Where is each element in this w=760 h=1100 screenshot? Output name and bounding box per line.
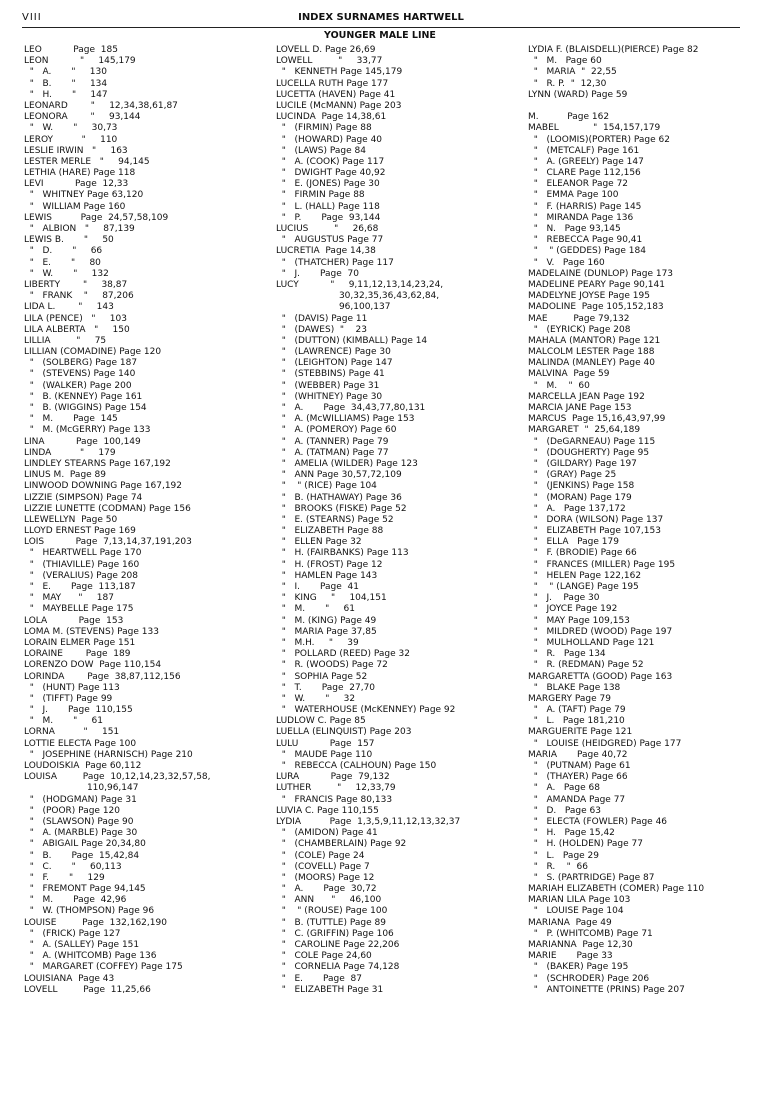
index-entry: LINDA " 179 xyxy=(24,447,116,458)
index-entry: " D. " 66 xyxy=(24,246,103,257)
index-entry: " H. Page 15,42 xyxy=(528,828,615,839)
index-entry: LEONORA " 93,144 xyxy=(24,112,141,123)
index-entry: " A. (POMEROY) Page 60 xyxy=(276,425,397,436)
index-entry: " W. " 32 xyxy=(276,693,356,704)
index-entry: " " (GEDDES) Page 184 xyxy=(528,246,646,257)
index-entry: " BROOKS (FISKE) Page 52 xyxy=(276,503,407,514)
index-entry: " MARGARET (COFFEY) Page 175 xyxy=(24,962,183,973)
index-entry: MARIANNA Page 12,30 xyxy=(528,940,633,950)
index-entry: " ELIZABETH Page 88 xyxy=(276,526,384,537)
index-entry: " A. (WHITCOMB) Page 136 xyxy=(24,951,157,962)
index-entry: LILLIA " 75 xyxy=(24,335,107,346)
index-entry: LIZZIE (SIMPSON) Page 74 xyxy=(24,492,143,503)
index-entry: LUCRETIA Page 14,38 xyxy=(276,246,376,257)
index-entry: " (DAWES) " 23 xyxy=(276,324,367,335)
index-entry: LUVIA C. Page 110,155 xyxy=(276,805,379,816)
index-entry: " HEARTWELL Page 170 xyxy=(24,548,142,559)
index-entry: " (THIAVILLE) Page 160 xyxy=(24,559,140,570)
index-entry: " M. " 61 xyxy=(276,604,355,615)
index-entry: " WATERHOUSE (McKENNEY) Page 92 xyxy=(276,705,456,716)
index-entry: LORENZO DOW Page 110,154 xyxy=(24,660,162,671)
index-entry: " B. Page 15,42,84 xyxy=(24,850,140,861)
index-column-3 xyxy=(528,45,754,996)
index-entry: " P. (WHITCOMB) Page 71 xyxy=(528,928,653,939)
index-entry: LOUISA Page 10,12,14,23,32,57,58, xyxy=(24,772,211,783)
index-entry: MARIE Page 33 xyxy=(528,951,613,962)
page-subtitle: YOUNGER MALE LINE xyxy=(324,30,436,41)
index-entry: " (DeGARNEAU) Page 115 xyxy=(528,436,656,447)
index-entry: MARIAN LILA Page 103 xyxy=(528,895,631,906)
index-entry: " LOUISE Page 104 xyxy=(528,906,624,917)
index-entry: " M. " 60 xyxy=(528,380,590,391)
index-entry: " F. " 129 xyxy=(24,872,105,883)
index-entry: " A. Page 68 xyxy=(528,783,600,794)
index-entry: M. Page 162 xyxy=(528,112,610,123)
index-entry: " (MORAN) Page 179 xyxy=(528,492,632,503)
index-entry: MALVINA Page 59 xyxy=(528,369,610,380)
index-entry: " (THATCHER) Page 117 xyxy=(276,257,394,268)
index-entry: " " (ROUSE) Page 100 xyxy=(276,906,388,917)
index-entry: " L. Page 29 xyxy=(528,850,600,861)
index-entry: " (GILDARY) Page 197 xyxy=(528,458,637,469)
index-entry: " N. Page 93,145 xyxy=(528,224,621,234)
index-entry: " ABIGAIL Page 20,34,80 xyxy=(24,839,146,850)
index-entry: " CLARE Page 112,156 xyxy=(528,168,641,179)
index-entry: " (BAKER) Page 195 xyxy=(528,962,629,973)
index-entry: " M. Page 42,96 xyxy=(24,895,127,906)
header-rule xyxy=(22,27,740,28)
index-entry: " (LOOMIS)(PORTER) Page 62 xyxy=(528,134,670,145)
index-entry: " MILDRED (WOOD) Page 197 xyxy=(528,626,673,637)
index-entry: " REBECCA (CALHOUN) Page 150 xyxy=(276,761,437,771)
index-entry: " (GRAY) Page 25 xyxy=(528,470,617,481)
index-entry: " POLLARD (REED) Page 32 xyxy=(276,649,410,660)
index-entry: LINUS M. Page 89 xyxy=(24,470,107,481)
index-entry: LESTER MERLE " 94,145 xyxy=(24,156,150,167)
index-entry: " JOSEPHINE (HARNISCH) Page 210 xyxy=(24,749,193,760)
index-entry: " MULHOLLAND Page 121 xyxy=(528,637,655,648)
index-entry: " A. (TANNER) Page 79 xyxy=(276,436,389,447)
index-entry: " (HODGMAN) Page 31 xyxy=(24,794,137,805)
index-entry: LEON " 145,179 xyxy=(24,56,136,67)
index-entry: " MIRANDA Page 136 xyxy=(528,212,634,223)
index-entry: " E. (JONES) Page 30 xyxy=(276,179,380,190)
index-entry: " E. " 80 xyxy=(24,257,101,268)
index-entry: " (POOR) Page 120 xyxy=(24,805,121,816)
index-entry: LOIS Page 7,13,14,37,191,203 xyxy=(24,537,192,548)
index-entry: LYNN (WARD) Page 59 xyxy=(528,89,628,100)
index-entry: " R. Page 134 xyxy=(528,649,606,660)
index-entry: LYDIA Page 1,3,5,9,11,12,13,32,37 xyxy=(276,816,461,827)
index-entry: " ELECTA (FOWLER) Page 46 xyxy=(528,816,668,827)
index-entry: " (METCALF) Page 161 xyxy=(528,145,640,156)
index-entry: " (SCHRODER) Page 206 xyxy=(528,973,650,984)
index-entry: LOTTIE ELECTA Page 100 xyxy=(24,738,137,749)
index-entry: " L. (HALL) Page 118 xyxy=(276,201,380,212)
index-entry: " (DAVIS) Page 11 xyxy=(276,313,368,324)
index-entry: MARIAH ELIZABETH (COMER) Page 110 xyxy=(528,884,705,895)
index-entry: " J. Page 30 xyxy=(528,593,600,604)
index-entry: " FREMONT Page 94,145 xyxy=(24,884,146,895)
index-entry: LORAIN ELMER Page 151 xyxy=(24,637,136,648)
index-entry: " M. " 61 xyxy=(24,716,103,727)
index-entry: " (STEVENS) Page 140 xyxy=(24,369,136,380)
index-entry: " ALBION " 87,139 xyxy=(24,224,135,234)
index-entry: MAHALA (MANTOR) Page 121 xyxy=(528,335,661,346)
index-entry: " A. (TATMAN) Page 77 xyxy=(276,447,389,458)
index-entry: " (FIRMIN) Page 88 xyxy=(276,123,372,134)
index-entry xyxy=(528,101,754,112)
index-entry: LUCY " 9,11,12,13,14,23,24, xyxy=(276,279,444,290)
index-entry: " (HUNT) Page 113 xyxy=(24,682,120,693)
index-entry: LINDLEY STEARNS Page 167,192 xyxy=(24,458,171,469)
index-entry: LEWIS B. " 50 xyxy=(24,235,114,246)
index-entry: " R. P. " 12,30 xyxy=(528,78,607,89)
index-entry: LEONARD " 12,34,38,61,87 xyxy=(24,100,178,111)
index-entry: " C. " 60,113 xyxy=(24,861,122,872)
index-entry: " ELIZABETH Page 107,153 xyxy=(528,526,661,537)
index-entry: LINA Page 100,149 xyxy=(24,436,141,447)
index-entry: LYDIA F. (BLAISDELL)(PIERCE) Page 82 xyxy=(528,45,699,55)
index-entry: " (VERALIUS) Page 208 xyxy=(24,570,139,581)
index-entry: LUCIUS " 26,68 xyxy=(276,224,379,234)
index-entry: " S. (PARTRIDGE) Page 87 xyxy=(528,872,655,883)
index-entry: " J. Page 110,155 xyxy=(24,705,133,716)
index-entry: " T. Page 27,70 xyxy=(276,682,376,693)
index-entry: " EMMA Page 100 xyxy=(528,190,619,201)
index-entry: LULU Page 157 xyxy=(276,738,375,749)
index-entry: " M. Page 145 xyxy=(24,414,118,425)
index-entry: " J. Page 70 xyxy=(276,268,359,279)
index-entry: LILA (PENCE) " 103 xyxy=(24,313,127,324)
index-entry: " " (RICE) Page 104 xyxy=(276,481,377,492)
index-entry: " KING " 104,151 xyxy=(276,593,387,604)
index-entry: " MAUDE Page 110 xyxy=(276,749,373,760)
index-entry: LOMA M. (STEVENS) Page 133 xyxy=(24,626,159,637)
index-entry: LIZZIE LUNETTE (CODMAN) Page 156 xyxy=(24,503,191,514)
index-entry: " DORA (WILSON) Page 137 xyxy=(528,514,664,525)
index-entry: LEO Page 185 xyxy=(24,45,118,55)
index-entry: " BLAKE Page 138 xyxy=(528,682,621,693)
index-entry: LEWIS Page 24,57,58,109 xyxy=(24,212,169,223)
index-entry: " W. " 132 xyxy=(24,268,109,279)
index-entry: LORINDA Page 38,87,112,156 xyxy=(24,671,181,682)
index-entry: " B. (HATHAWAY) Page 36 xyxy=(276,492,402,503)
index-entry: LUELLA (ELINQUIST) Page 203 xyxy=(276,727,412,738)
index-entry: " (WALKER) Page 200 xyxy=(24,380,132,391)
index-entry: LORAINE Page 189 xyxy=(24,649,131,660)
index-entry: " ELEANOR Page 72 xyxy=(528,179,629,190)
index-entry: " W. (THOMPSON) Page 96 xyxy=(24,906,155,917)
index-entry: " FRANCES (MILLER) Page 195 xyxy=(528,559,676,570)
index-entry: " A. Page 137,172 xyxy=(528,503,626,514)
index-entry: " V. Page 160 xyxy=(528,257,605,268)
index-entry: " M.H. " 39 xyxy=(276,637,359,648)
index-entry: LUCETTA (HAVEN) Page 41 xyxy=(276,89,396,100)
index-entry: " (DOUGHERTY) Page 95 xyxy=(528,447,650,458)
index-entry: " F. (HARRIS) Page 145 xyxy=(528,201,642,212)
index-entry: MAE Page 79,132 xyxy=(528,313,630,324)
index-entry: MARIA Page 40,72 xyxy=(528,749,628,760)
index-entry: " F. (BRODIE) Page 66 xyxy=(528,548,637,559)
index-entry: " A. " 130 xyxy=(24,67,107,78)
index-entry: " (LAWRENCE) Page 30 xyxy=(276,347,391,358)
index-entry: LOVELL Page 11,25,66 xyxy=(24,984,151,995)
index-entry: " (COLE) Page 24 xyxy=(276,850,365,861)
index-entry: " R. " 66 xyxy=(528,861,588,872)
index-entry: MARGERY Page 79 xyxy=(528,693,611,704)
index-entry: MARGUERITE Page 121 xyxy=(528,727,633,738)
index-entry: LINWOOD DOWNING Page 167,192 xyxy=(24,481,182,492)
index-entry: MADOLINE Page 105,152,183 xyxy=(528,302,664,313)
index-entry: " M. Page 60 xyxy=(528,56,602,67)
index-entry: " DWIGHT Page 40,92 xyxy=(276,168,386,179)
index-entry: LUDLOW C. Page 85 xyxy=(276,716,366,727)
index-entry: " ANN " 46,100 xyxy=(276,895,382,906)
index-entry: " E. (STEARNS) Page 52 xyxy=(276,514,394,525)
index-entry: " WILLIAM Page 160 xyxy=(24,201,126,212)
index-entry: " LOUISE (HEIDGRED) Page 177 xyxy=(528,738,682,749)
index-entry: " ANTOINETTE (PRINS) Page 207 xyxy=(528,984,685,995)
index-entry: " (STEBBINS) Page 41 xyxy=(276,369,385,380)
index-entry: " H. (FAIRBANKS) Page 113 xyxy=(276,548,409,559)
page-title: INDEX SURNAMES HARTWELL xyxy=(298,12,464,23)
index-entry: " R. (REDMAN) Page 52 xyxy=(528,660,644,671)
index-entry: " B. (KENNEY) Page 161 xyxy=(24,391,143,402)
index-entry: MADELAINE (DUNLOP) Page 173 xyxy=(528,268,674,279)
index-entry: " A. (GREELY) Page 147 xyxy=(528,156,644,167)
index-entry: " FRANCIS Page 80,133 xyxy=(276,794,393,805)
index-entry: " A. Page 34,43,77,80,131 xyxy=(276,403,426,413)
index-entry: " JOYCE Page 192 xyxy=(528,604,618,615)
index-entry: LIBERTY " 38,87 xyxy=(24,279,128,290)
index-entry: " (HOWARD) Page 40 xyxy=(276,134,383,145)
index-entry: LOUISE Page 132,162,190 xyxy=(24,917,167,928)
index-entry: MARCUS Page 15,16,43,97,99 xyxy=(528,414,666,425)
index-entry: " E. Page 113,187 xyxy=(24,582,136,592)
index-entry: LEVI Page 12,33 xyxy=(24,179,129,190)
index-entry: " (LAWS) Page 84 xyxy=(276,145,366,156)
index-column-1 xyxy=(24,45,272,996)
index-entry: " (FRICK) Page 127 xyxy=(24,928,121,939)
index-entry: MARIANA Page 49 xyxy=(528,917,612,928)
index-entry: " (EYRICK) Page 208 xyxy=(528,324,631,335)
index-entry: MADELYNE JOYSE Page 195 xyxy=(528,291,650,302)
index-entry: " " (LANGE) Page 195 xyxy=(528,582,639,592)
index-entry: LILA ALBERTA " 150 xyxy=(24,324,130,335)
index-entry: LUTHER " 12,33,79 xyxy=(276,783,396,794)
index-entry: " MAY Page 109,153 xyxy=(528,615,630,626)
index-entry: MABEL " 154,157,179 xyxy=(528,123,661,134)
index-entry: " MAYBELLE Page 175 xyxy=(24,604,134,615)
index-entry: " A. (McWILLIAMS) Page 153 xyxy=(276,414,415,425)
index-entry: " M. (McGERRY) Page 133 xyxy=(24,425,151,436)
index-entry: LEROY " 110 xyxy=(24,134,118,145)
index-entry: " MARIA Page 37,85 xyxy=(276,626,377,637)
index-column-2 xyxy=(276,45,524,996)
index-entry: MARCELLA JEAN Page 192 xyxy=(528,391,645,402)
index-entry: LUCELLA RUTH Page 177 xyxy=(276,78,389,89)
index-entry: LILLIAN (COMADINE) Page 120 xyxy=(24,347,162,358)
index-entry: " CAROLINE Page 22,206 xyxy=(276,940,400,950)
index-entry: MARGARETTA (GOOD) Page 163 xyxy=(528,671,673,682)
index-entry: " I. Page 41 xyxy=(276,582,359,592)
index-entry: " (WHITNEY) Page 30 xyxy=(276,391,383,402)
index-entry: 110,96,147 xyxy=(24,783,139,794)
index-entry: LOLA Page 153 xyxy=(24,615,124,626)
index-entry: MALCOLM LESTER Page 188 xyxy=(528,347,655,358)
index-entry: " A. (SALLEY) Page 151 xyxy=(24,940,140,950)
index-entry: " (JENKINS) Page 158 xyxy=(528,481,635,492)
index-entry: " (SOLBERG) Page 187 xyxy=(24,358,138,369)
index-entry: " A. Page 30,72 xyxy=(276,884,377,895)
index-entry: LOWELL " 33,77 xyxy=(276,56,383,67)
index-entry: LURA Page 79,132 xyxy=(276,772,390,783)
index-entry: LIDA L. " 143 xyxy=(24,302,114,313)
index-entry: " FRANK " 87,206 xyxy=(24,291,134,302)
index-entry: " (CHAMBERLAIN) Page 92 xyxy=(276,839,407,850)
index-entry: " H. (HOLDEN) Page 77 xyxy=(528,839,643,850)
index-entry: " (DUTTON) (KIMBALL) Page 14 xyxy=(276,335,428,346)
index-entry: " L. Page 181,210 xyxy=(528,716,625,727)
index-entry: " KENNETH Page 145,179 xyxy=(276,67,403,78)
index-entry: " SOPHIA Page 52 xyxy=(276,671,368,682)
index-entry: LESLIE IRWIN " 163 xyxy=(24,145,128,156)
index-entry: " CORNELIA Page 74,128 xyxy=(276,962,400,973)
index-entry: LORNA " 151 xyxy=(24,727,120,738)
index-entry: " ELIZABETH Page 31 xyxy=(276,984,384,995)
index-entry: " HAMLEN Page 143 xyxy=(276,570,378,581)
index-entry: " E. Page 87 xyxy=(276,973,362,984)
index-entry: " WHITNEY Page 63,120 xyxy=(24,190,144,201)
index-entry: " P. Page 93,144 xyxy=(276,212,381,223)
index-entry: " FIRMIN Page 88 xyxy=(276,190,365,201)
index-entry: MALINDA (MANLEY) Page 40 xyxy=(528,358,655,369)
index-entry: " (TIFFT) Page 99 xyxy=(24,693,113,704)
index-entry: MARCIA JANE Page 153 xyxy=(528,403,632,413)
index-entry: " (WEBBER) Page 31 xyxy=(276,380,380,391)
index-entry: " R. (WOODS) Page 72 xyxy=(276,660,388,671)
index-entry: " W. " 30,73 xyxy=(24,123,118,134)
index-entry: " MAY " 187 xyxy=(24,593,114,604)
index-entry: " REBECCA Page 90,41 xyxy=(528,235,643,246)
index-entry: 96,100,137 xyxy=(276,302,391,313)
page-header xyxy=(22,12,740,28)
index-entry: " A. (TAFT) Page 79 xyxy=(528,705,626,716)
index-entry: LETHIA (HARE) Page 118 xyxy=(24,168,136,179)
index-entry: " (PUTNAM) Page 61 xyxy=(528,761,631,771)
index-entry: LUCILE (McMANN) Page 203 xyxy=(276,100,402,111)
index-entry: " B. (WIGGINS) Page 154 xyxy=(24,403,147,413)
index-entry: " AUGUSTUS Page 77 xyxy=(276,235,384,246)
index-entry: " ANN Page 30,57,72,109 xyxy=(276,470,402,481)
index-entry: " HELEN Page 122,162 xyxy=(528,570,642,581)
index-entry: " H. (FROST) Page 12 xyxy=(276,559,383,570)
page-number: VIII xyxy=(22,12,42,23)
index-entry: " M. (KING) Page 49 xyxy=(276,615,377,626)
index-entry: " C. (GRIFFIN) Page 106 xyxy=(276,928,394,939)
index-entry: " (SLAWSON) Page 90 xyxy=(24,816,134,827)
index-entry: MADELINE PEARY Page 90,141 xyxy=(528,279,665,290)
index-entry: " (THAYER) Page 66 xyxy=(528,772,628,783)
index-entry: " (MOORS) Page 12 xyxy=(276,872,375,883)
index-entry: " AMANDA Page 77 xyxy=(528,794,626,805)
index-entry: LLOYD ERNEST Page 169 xyxy=(24,526,136,537)
index-entry: " A. (COOK) Page 117 xyxy=(276,156,385,167)
index-entry: " COLE Page 24,60 xyxy=(276,951,372,962)
index-entry: " ELLA Page 179 xyxy=(528,537,619,548)
index-entry: " H. " 147 xyxy=(24,89,108,100)
index-entry: 30,32,35,36,43,62,84, xyxy=(276,291,440,302)
index-entry: LOUISIANA Page 43 xyxy=(24,973,115,984)
index-entry: " D. Page 63 xyxy=(528,805,601,816)
index-entry: " (LEIGHTON) Page 147 xyxy=(276,358,393,369)
index-entry: MARGARET " 25,64,189 xyxy=(528,425,641,436)
index-entry: LOVELL D. Page 26,69 xyxy=(276,45,376,55)
index-entry: " B. (TUTTLE) Page 89 xyxy=(276,917,386,928)
index-entry: " A. (MARBLE) Page 30 xyxy=(24,828,138,839)
index-entry: " MARIA " 22,55 xyxy=(528,67,617,78)
index-entry: " (COVELL) Page 7 xyxy=(276,861,370,872)
index-entry: " (AMIDON) Page 41 xyxy=(276,828,378,839)
index-entry: " B. " 134 xyxy=(24,78,108,89)
index-entry: LUCINDA Page 14,38,61 xyxy=(276,112,387,123)
index-entry: " AMELIA (WILDER) Page 123 xyxy=(276,458,418,469)
index-entry: LLEWELLYN Page 50 xyxy=(24,514,118,525)
index-entry: LOUDOISKIA Page 60,112 xyxy=(24,761,142,771)
index-entry: " ELLEN Page 32 xyxy=(276,537,362,548)
